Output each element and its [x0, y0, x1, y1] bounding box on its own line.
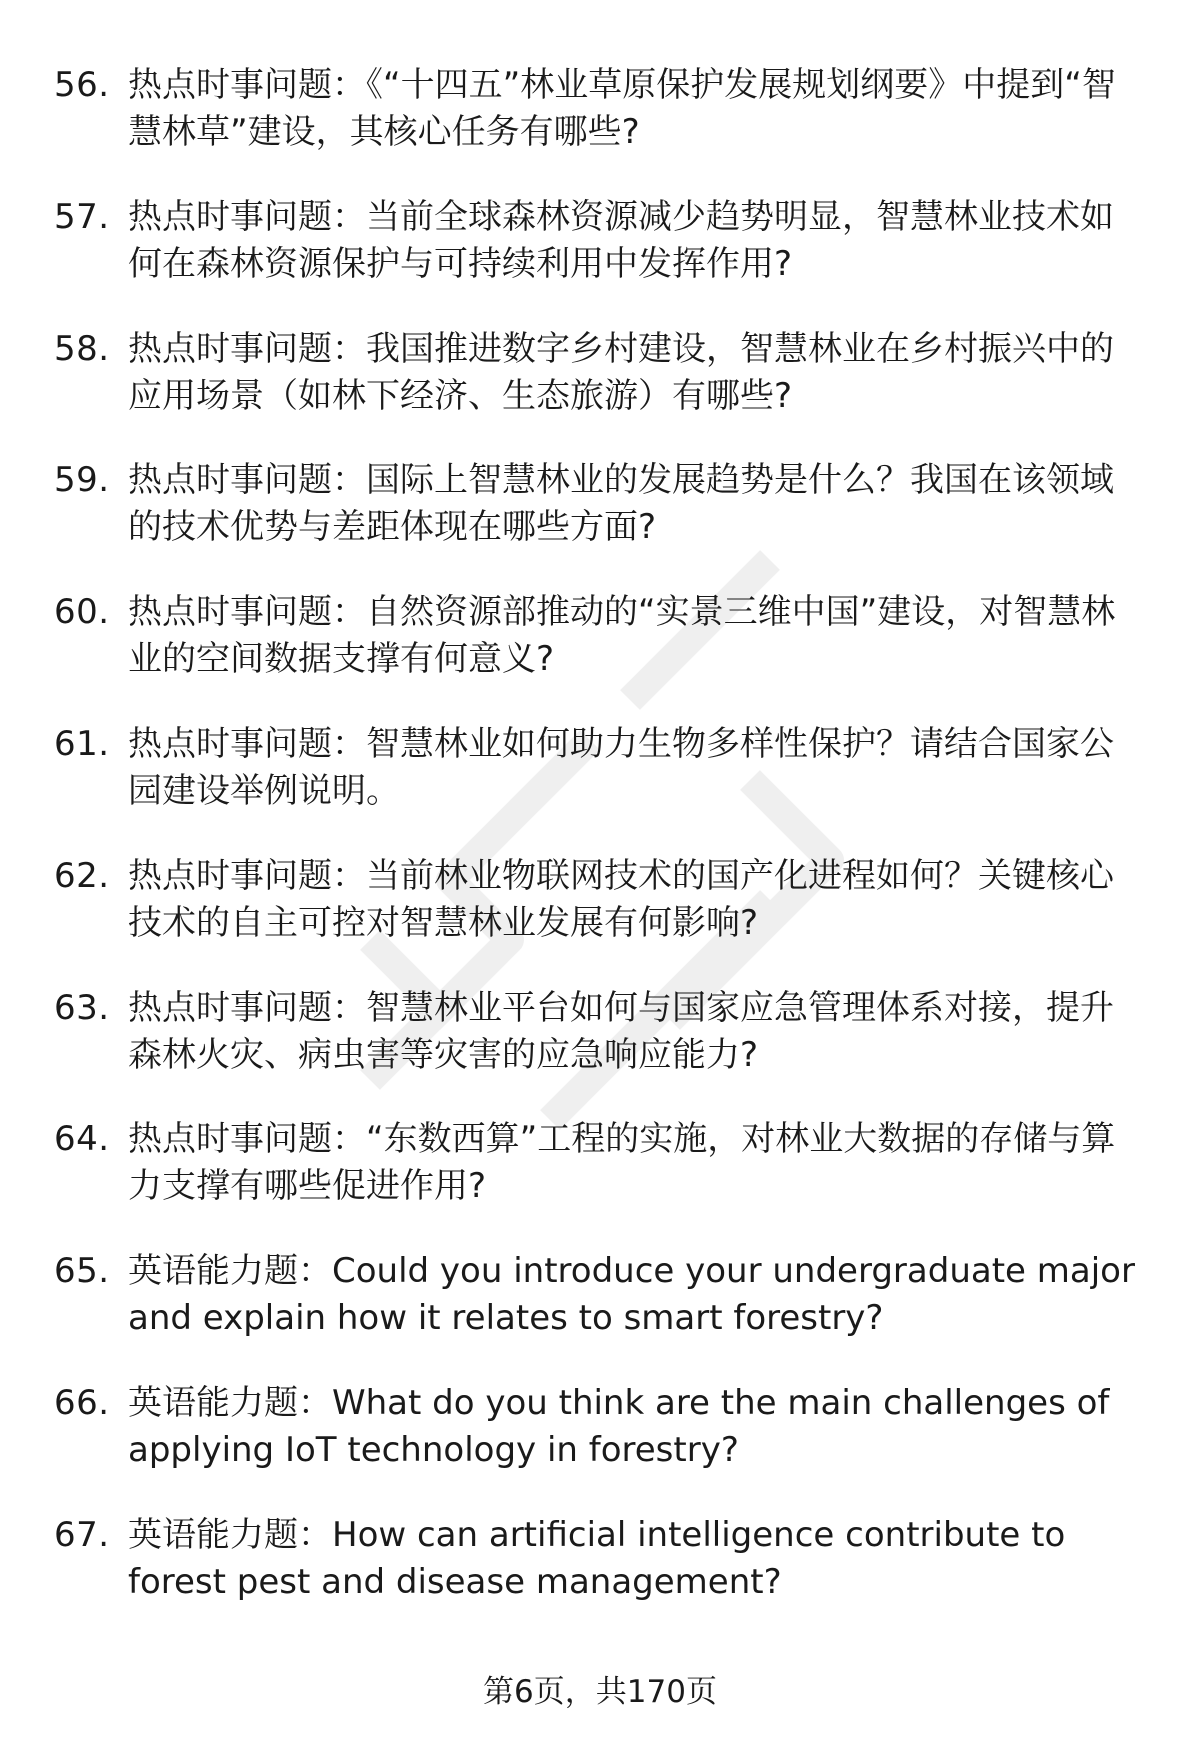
question-item — [54, 457, 1144, 589]
page-footer: 第6页，共170页 — [483, 1674, 717, 1710]
question-number: 65. — [54, 1251, 110, 1292]
question-item — [54, 326, 1144, 458]
question-number: 56. — [54, 65, 110, 105]
question-number: 59. — [54, 460, 110, 501]
question-text: 热点时事问题：我国推进数字乡村建设，智慧林业在乡村振兴中的应用场景（如林下经济、生态旅游）有哪些? — [128, 328, 1114, 416]
question-text: 热点时事问题：当前林业物联网技术的国产化进程如何？关键核心技术的自主可控对智慧林业发展有何影响? — [128, 855, 1114, 943]
question-text: 热点时事问题：智慧林业平台如何与国家应急管理体系对接，提升森林火灾、病虫害等灾害的应急响应能力? — [128, 987, 1114, 1075]
question-number: 67. — [54, 1514, 110, 1555]
question-text: 热点时事问题：当前全球森林资源减少趋势明显，智慧林业技术如何在森林资源保护与可持续利用中发挥作用? — [128, 196, 1114, 284]
question-number: 63. — [54, 987, 110, 1028]
question-text: 英语能力题：Could you introduce your undergraduate major and explain how it relates to smart forestry? — [128, 1251, 1135, 1339]
question-text: 热点时事问题：智慧林业如何助力生物多样性保护？请结合国家公园建设举例说明。 — [128, 723, 1114, 811]
question-text: 热点时事问题：自然资源部推动的“实景三维中国”建设，对智慧林业的空间数据支撑有何意义? — [128, 592, 1116, 680]
question-item — [54, 721, 1144, 853]
question-number: 66. — [54, 1382, 110, 1423]
question-item — [54, 194, 1144, 326]
question-number: 64. — [54, 1119, 110, 1160]
question-number: 62. — [54, 855, 110, 896]
question-item — [54, 1380, 1144, 1512]
question-number: 60. — [54, 592, 110, 633]
question-text: 热点时事问题：国际上智慧林业的发展趋势是什么？我国在该领域的技术优势与差距体现在哪些方面? — [128, 460, 1114, 548]
question-item — [54, 1248, 1144, 1380]
question-text: 英语能力题：How can artificial intelligence contribute to forest pest and disease management? — [128, 1514, 1066, 1602]
question-number: 58. — [54, 328, 110, 369]
question-item — [54, 62, 1144, 194]
question-item — [54, 589, 1144, 721]
question-text: 热点时事问题：《“十四五”林业草原保护发展规划纲要》中提到“智慧林草”建设，其核心任务有哪些? — [128, 65, 1116, 152]
question-text: 热点时事问题：“东数西算”工程的实施，对林业大数据的存储与算力支撑有哪些促进作用? — [128, 1119, 1116, 1207]
question-item — [54, 985, 1144, 1117]
question-list — [54, 62, 1144, 1644]
question-item — [54, 1512, 1144, 1644]
question-item — [54, 853, 1144, 985]
question-number: 61. — [54, 723, 110, 764]
question-item — [54, 1116, 1144, 1248]
question-number: 57. — [54, 196, 110, 237]
question-text: 英语能力题：What do you think are the main challenges of applying IoT technology in forestry? — [128, 1382, 1110, 1470]
